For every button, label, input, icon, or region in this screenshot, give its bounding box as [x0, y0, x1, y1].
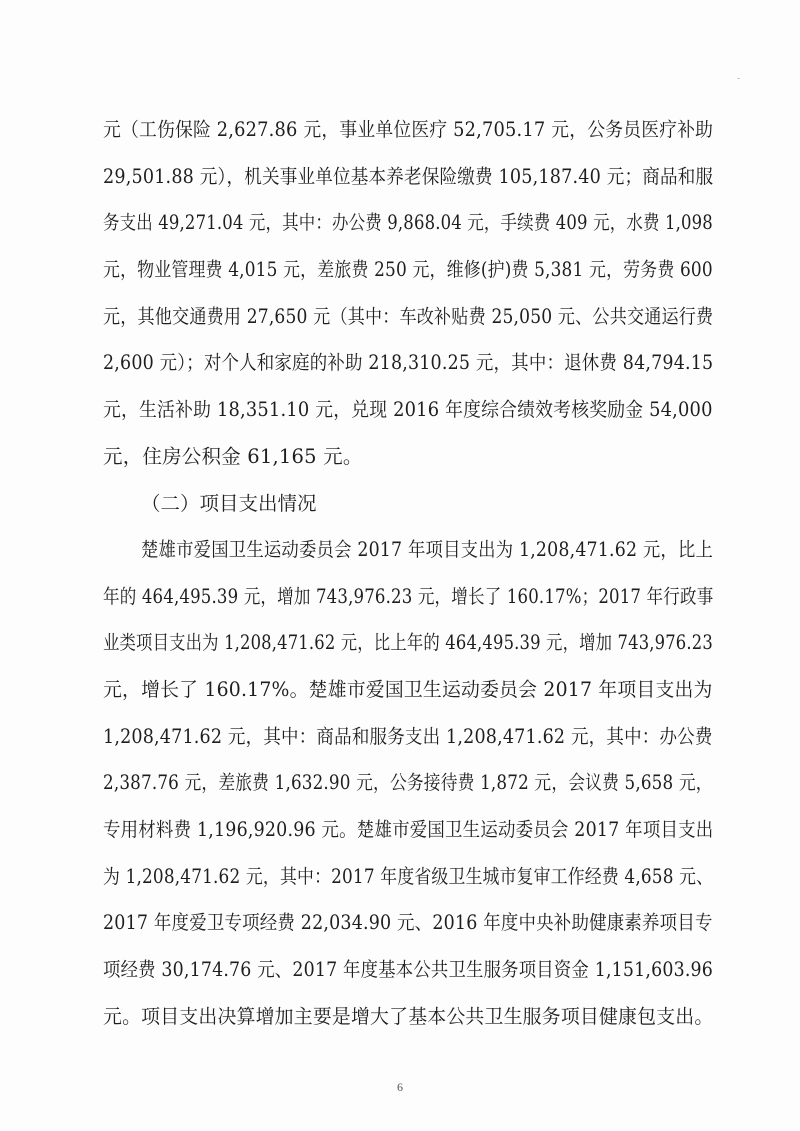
paragraph-2-line: 1,208,471.62 元，其中：商品和服务支出 1,208,471.62 元，其中：办公费 [103, 725, 713, 748]
paragraph-2-line: 年的 464,495.39 元，增加 743,976.23 元，增长了 160.17%；2017 年行政事 [103, 585, 714, 608]
paragraph-1-line: 元，生活补助 18,351.10 元，兑现 2016 年度综合绩效考核奖励金 54,000 [103, 398, 713, 421]
paragraph-1-line: 元，物业管理费 4,015 元，差旅费 250 元，维修(护)费 5,381 元，劳务费 600 [103, 258, 713, 281]
paragraph-2-line: 业类项目支出为 1,208,471.62 元，比上年的 464,495.39 元，增加 743,976.23 [103, 631, 713, 654]
scan-mark [737, 78, 740, 79]
paragraph-2-line: 为 1,208,471.62 元，其中：2017 年度省级卫生城市复审工作经费 4,658 元、 [103, 865, 714, 888]
page-number: 6 [397, 1080, 403, 1094]
paragraph-1-line: 2,600 元）；对个人和家庭的补助 218,310.25 元，其中：退休费 84,794.15 [103, 351, 714, 374]
paragraph-2-line: 楚雄市爱国卫生运动委员会 2017 年项目支出为 1,208,471.62 元，比上 [141, 538, 714, 561]
paragraph-1-line: 元（工伤保险 2,627.86 元，事业单位医疗 52,705.17 元，公务员医疗补助 [103, 118, 714, 141]
paragraph-1-line: 元，住房公积金 61,165 元。 [103, 445, 363, 468]
paragraph-2-line: 2017 年度爱卫专项经费 22,034.90 元、2016 年度中央补助健康素养项目专 [103, 911, 713, 934]
paragraph-1-line: 元，其他交通费用 27,650 元（其中：车改补贴费 25,050 元、公共交通运行费 [103, 305, 714, 328]
paragraph-2-line: 项经费 30,174.76 元、2017 年度基本公共卫生服务项目资金 1,151,603.96 [103, 958, 714, 981]
paragraph-2-line: 专用材料费 1,196,920.96 元。楚雄市爱国卫生运动委员会 2017 年项目支出 [103, 818, 714, 841]
paragraph-2-line: 2,387.76 元，差旅费 1,632.90 元，公务接待费 1,872 元，会议费 5,658 元， [103, 771, 713, 794]
paragraph-2-line: 元，增长了 160.17%。楚雄市爱国卫生运动委员会 2017 年项目支出为 [103, 678, 713, 701]
paragraph-1-line: 务支出 49,271.04 元，其中：办公费 9,868.04 元，手续费 409 元，水费 1,098 [103, 211, 713, 234]
section-heading: （二）项目支出情况 [141, 492, 317, 515]
paragraph-1-line: 29,501.88 元），机关事业单位基本养老保险缴费 105,187.40 元；商品和服 [103, 165, 714, 188]
paragraph-2-line: 元。项目支出决算增加主要是增大了基本公共卫生服务项目健康包支出。 [103, 1005, 714, 1028]
